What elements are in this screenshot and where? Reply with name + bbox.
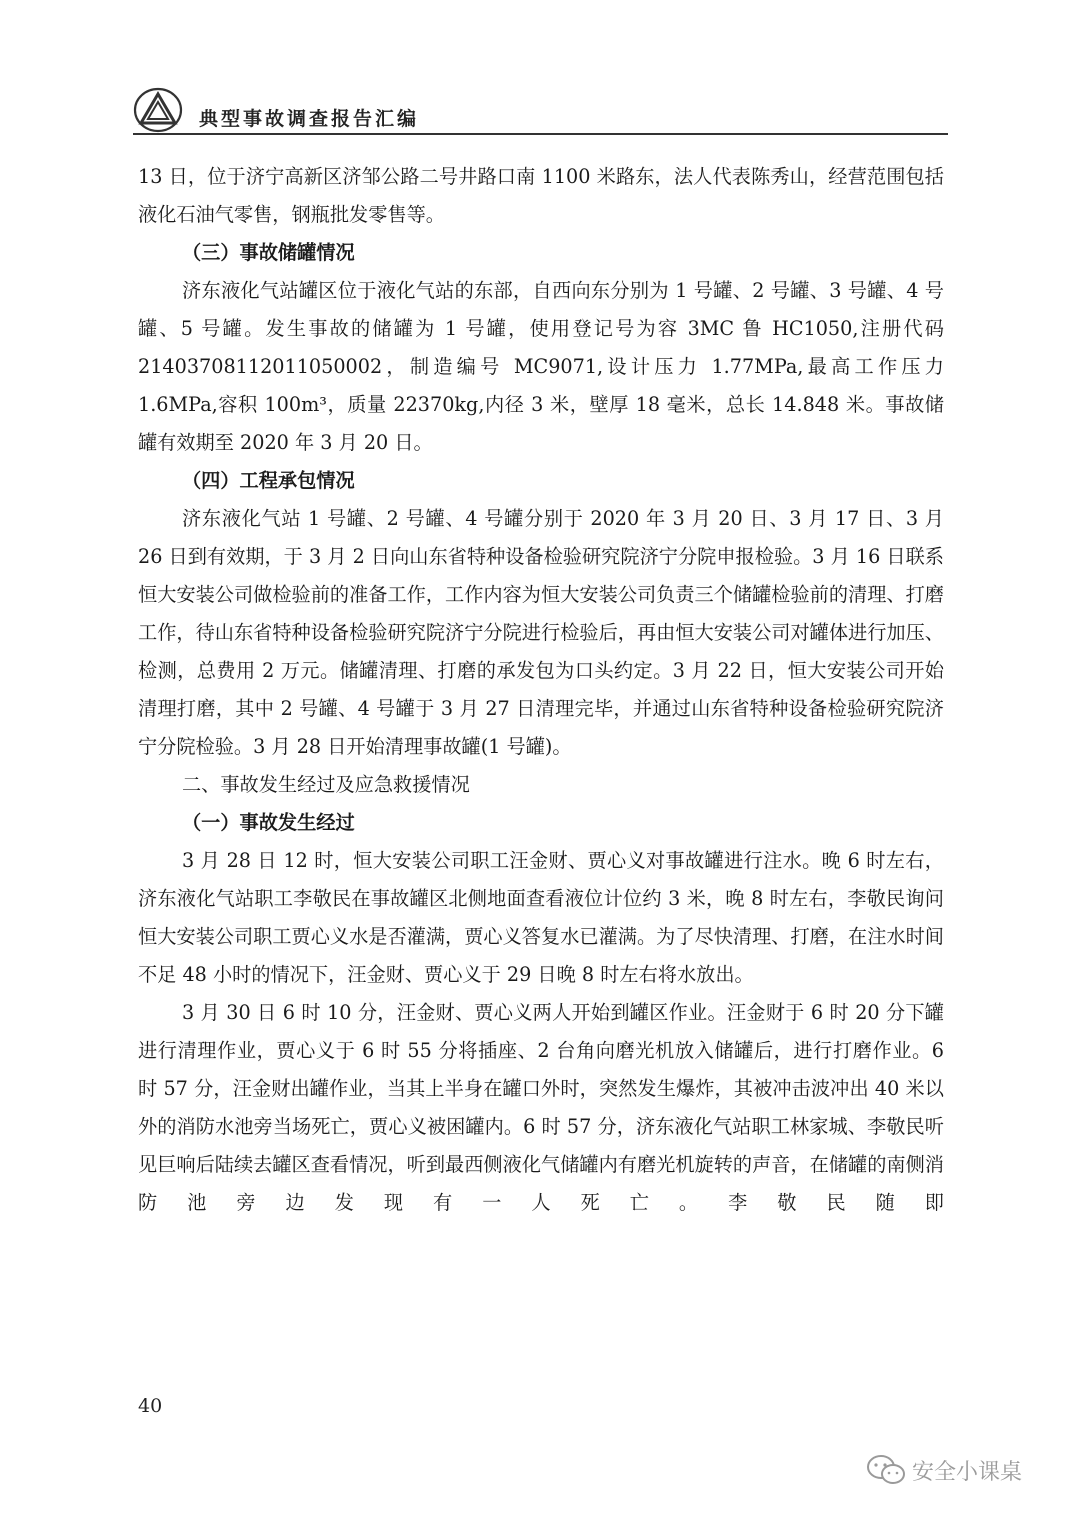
watermark-text: 安全小课桌 xyxy=(912,1459,1023,1485)
page-header xyxy=(133,82,948,138)
page-number: 40 xyxy=(138,1395,163,1417)
header-divider xyxy=(133,133,948,135)
chapter-heading: 二、事故发生经过及应急救援情况 xyxy=(182,773,470,796)
paragraph: 济东液化气站 1 号罐、2 号罐、4 号罐分别于 2020 年 3 月 20 日、3 月 17 日、3 月 26 日到有效期，于 3 月 2 日向山东省特种设备检验研究院济宁分院申报检验。3 月 16 日联系恒大安装公司做检验前的准备工作，工作内容为恒大安装公司负责三个储罐检验前的清理、打磨工作，待山东省特种设备检验研究院济宁分院进行检验后，再由恒大安装公司对罐体进行加压、检测，总费用 2 万元。储罐清理、打磨的承发包为口头约定。3 月 22 日，恒大安装公司开始清理打磨，其中 2 号罐、4 号罐于 3 月 27 日清理完毕，并通过山东省特种设备检验研究院济宁分院检验。3 月 28 日开始清理事故罐(1 号罐)。 xyxy=(138,507,944,758)
section-heading: （一）事故发生经过 xyxy=(182,811,355,834)
wechat-icon xyxy=(866,1454,906,1486)
header-title: 典型事故调查报告汇编 xyxy=(199,108,420,130)
paragraph: 3 月 28 日 12 时，恒大安装公司职工汪金财、贾心义对事故罐进行注水。晚 6 时左右，济东液化气站职工李敬民在事故罐区北侧地面查看液位计位约 3 米，晚 8 时左右，李敬民询问恒大安装公司职工贾心义水是否灌满，贾心义答复水已灌满。为了尽快清理、打磨，在注水时间不足 48 小时的情况下，汪金财、贾心义于 29 日晚 8 时左右将水放出。 xyxy=(138,849,944,986)
section-heading: （三）事故储罐情况 xyxy=(182,241,355,264)
paragraph: 济东液化气站罐区位于液化气站的东部，自西向东分别为 1 号罐、2 号罐、3 号罐、4 号罐、5 号罐。发生事故的储罐为 1 号罐，使用登记号为容 3MC 鲁 HC1050,注册代码 21403708112011050002，制造编号 MC9071,设计压力 1.77MPa,最高工作压力 1.6MPa,容积 100m³，质量 22370kg,内径 3 米，壁厚 18 毫米，总长 14.848 米。事故储罐有效期至 2020 年 3 月 20 日。 xyxy=(138,279,944,454)
paragraph: 13 日，位于济宁高新区济邹公路二号井路口南 1100 米路东，法人代表陈秀山，经营范围包括液化石油气零售，钢瓶批发零售等。 xyxy=(138,165,944,226)
logo-triangle-icon xyxy=(133,87,183,133)
paragraph: 3 月 30 日 6 时 10 分，汪金财、贾心义两人开始到罐区作业。汪金财于 6 时 20 分下罐进行清理作业，贾心义于 6 时 55 分将插座、2 台角向磨光机放入储罐后，进行打磨作业。6 时 57 分，汪金财出罐作业，当其上半身在罐口外时，突然发生爆炸，其被冲击波冲出 40 米以外的消防水池旁当场死亡，贾心义被困罐内。6 时 57 分，济东液化气站职工林家城、李敬民听见巨响后陆续去罐区查看情况，听到最西侧液化气储罐内有磨光机旋转的声音，在储罐的南侧消防池旁边发现有一人死亡。李敬民随即 xyxy=(138,1001,944,1214)
watermark xyxy=(866,1450,1022,1490)
document-body xyxy=(138,158,944,1222)
section-heading: （四）工程承包情况 xyxy=(182,469,355,492)
